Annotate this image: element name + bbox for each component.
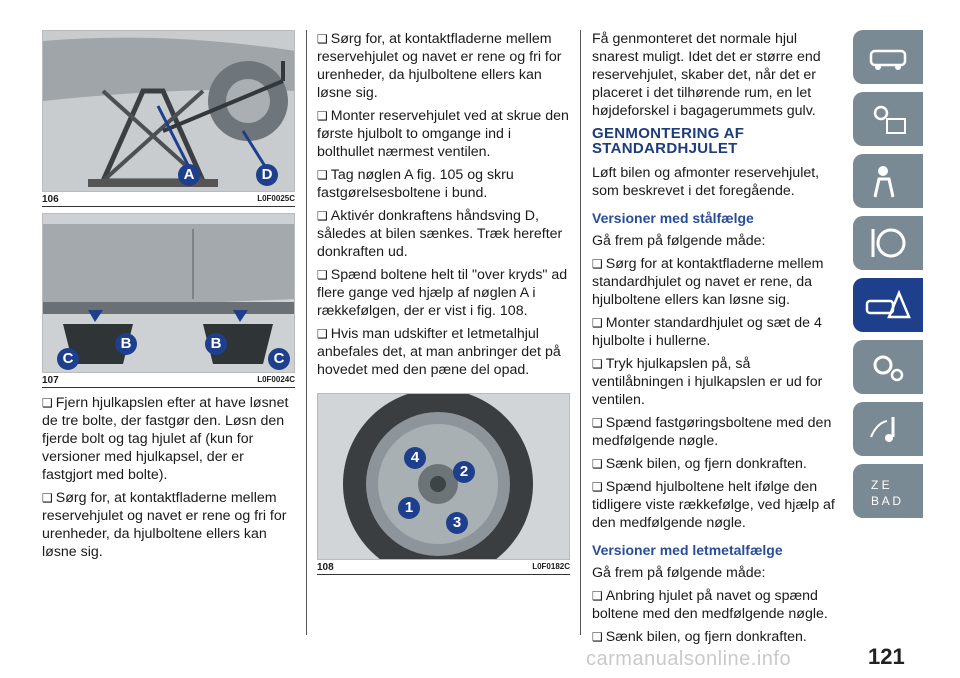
subheading-alloy: Versioner med letmetalfælge bbox=[592, 542, 783, 558]
figure-number: 108 bbox=[317, 562, 334, 573]
label-4: 4 bbox=[404, 447, 426, 469]
figure-code: L0F0025C bbox=[257, 194, 295, 203]
step: ❑ Spænd hjulboltene helt ifølge den tidligere viste rækkefølge, ved hjælp af den medfølgende nøgle. bbox=[592, 478, 842, 532]
index-letters-icon bbox=[863, 471, 913, 511]
column-1 bbox=[42, 30, 295, 566]
figure-107-caption bbox=[42, 373, 295, 388]
tab-index[interactable] bbox=[853, 464, 923, 518]
label-2: 2 bbox=[453, 461, 475, 483]
step: ❑ Sænk bilen, og fjern donkraften. bbox=[592, 628, 842, 646]
label-c: C bbox=[268, 348, 290, 370]
paragraph: ❑ Monter reservehjulet ved at skrue den første hjulbolt to omgange ind i bolthullet nærmest ventilen. bbox=[317, 107, 570, 161]
steel-intro: Gå frem på følgende måde: bbox=[592, 233, 766, 249]
tab-emergency[interactable] bbox=[853, 278, 923, 332]
intro-paragraph: Få genmonteret det normale hjul snarest muligt. Idet det er større end reservehjulet, skaber det, når det er placeret i det tilhørende rum, en let højdeforskel i bagagerummets gulv. bbox=[592, 31, 821, 119]
car-side-illustration bbox=[43, 214, 295, 372]
figure-106-image bbox=[42, 30, 295, 192]
column-3 bbox=[592, 30, 842, 651]
subheading-steel: Versioner med stålfælge bbox=[592, 210, 754, 226]
alloy-intro: Gå frem på følgende måde: bbox=[592, 565, 766, 581]
paragraph: ❑ Tag nøglen A fig. 105 og skru fastgørelsesboltene i bund. bbox=[317, 166, 570, 202]
step: ❑ Tryk hjulkapslen på, så ventilåbningen i hjulkapslen er ud for ventilen. bbox=[592, 355, 842, 409]
tab-dashboard[interactable] bbox=[853, 30, 923, 84]
emergency-car-icon bbox=[863, 285, 913, 325]
tab-safety[interactable] bbox=[853, 154, 923, 208]
tab-lights[interactable] bbox=[853, 92, 923, 146]
figure-code: L0F0182C bbox=[532, 562, 570, 571]
figure-108-image bbox=[317, 393, 570, 560]
figure-number: 107 bbox=[42, 375, 59, 386]
figure-code: L0F0024C bbox=[257, 375, 295, 384]
svg-text:B A D: B A D bbox=[871, 494, 902, 508]
paragraph: ❑ Sørg for, at kontaktfladerne mellem reservehjulet og navet er rene og fri for urenheder, da hjulboltene ellers kan løsne sig. bbox=[42, 489, 295, 561]
car-dashboard-icon bbox=[863, 37, 913, 77]
label-b: B bbox=[115, 333, 137, 355]
wheel-illustration bbox=[318, 394, 570, 559]
step: ❑ Anbring hjulet på navet og spænd boltene med den medfølgende nøgle. bbox=[592, 587, 842, 623]
label-b: B bbox=[205, 333, 227, 355]
label-d: D bbox=[256, 164, 278, 186]
figure-number: 106 bbox=[42, 194, 59, 205]
tab-service[interactable] bbox=[853, 340, 923, 394]
section-heading: GENMONTERING AF STANDARDHJULET bbox=[592, 125, 745, 157]
watermark: carmanualsonline.info bbox=[586, 648, 792, 670]
tab-multimedia[interactable] bbox=[853, 402, 923, 456]
svg-text:Z E: Z E bbox=[871, 478, 890, 492]
step: ❑ Spænd fastgøringsboltene med den medfølgende nøgle. bbox=[592, 414, 842, 450]
paragraph: ❑ Spænd boltene helt til "over kryds" ad flere gange ved hjælp af nøglen A i rækkefølgen, der er vist i fig. 108. bbox=[317, 266, 570, 320]
step: ❑ Monter standardhjulet og sæt de 4 hjulbolte i hullerne. bbox=[592, 314, 842, 350]
paragraph: ❑ Hvis man udskifter et letmetalhjul anbefales det, at man anbringer det på hovedet med den pæne del opad. bbox=[317, 325, 570, 379]
figure-108-caption bbox=[317, 560, 570, 575]
figure-106-caption bbox=[42, 192, 295, 207]
label-c: C bbox=[57, 348, 79, 370]
column-divider bbox=[306, 30, 307, 635]
page-number: 121 bbox=[868, 644, 905, 669]
step: ❑ Sørg for at kontaktfladerne mellem standardhjulet og navet er rene, da hjulboltene ellers kan løsne sig. bbox=[592, 255, 842, 309]
figure-107-image bbox=[42, 213, 295, 373]
label-3: 3 bbox=[446, 512, 468, 534]
lights-warning-icon bbox=[863, 99, 913, 139]
seatbelt-safety-icon bbox=[863, 161, 913, 201]
label-a: A bbox=[178, 164, 200, 186]
jack-illustration bbox=[43, 31, 295, 191]
chapter-tabs bbox=[853, 30, 923, 526]
multimedia-icon bbox=[863, 409, 913, 449]
paragraph: ❑ Fjern hjulkapslen efter at have løsnet de tre bolte, der fastgør den. Løsn den fjerde bolt og tag hjulet af (kun for versioner med hjulkapsel, der er fastgjort med bolte). bbox=[42, 394, 295, 484]
column-divider bbox=[580, 30, 581, 635]
label-1: 1 bbox=[398, 497, 420, 519]
column-2 bbox=[317, 30, 570, 581]
paragraph: ❑ Sørg for, at kontaktfladerne mellem reservehjulet og navet er rene og fri for urenheder, da hjulboltene ellers kan løsne sig. bbox=[317, 30, 570, 102]
lead-paragraph: Løft bilen og afmonter reservehjulet, som beskrevet i det foregående. bbox=[592, 165, 820, 199]
step: ❑ Sænk bilen, og fjern donkraften. bbox=[592, 455, 842, 473]
service-gears-icon bbox=[863, 347, 913, 387]
steering-wheel-icon bbox=[863, 223, 913, 263]
tab-driving[interactable] bbox=[853, 216, 923, 270]
paragraph: ❑ Aktivér donkraftens håndsving D, således at bilen sænkes. Træk herefter donkraften ud. bbox=[317, 207, 570, 261]
